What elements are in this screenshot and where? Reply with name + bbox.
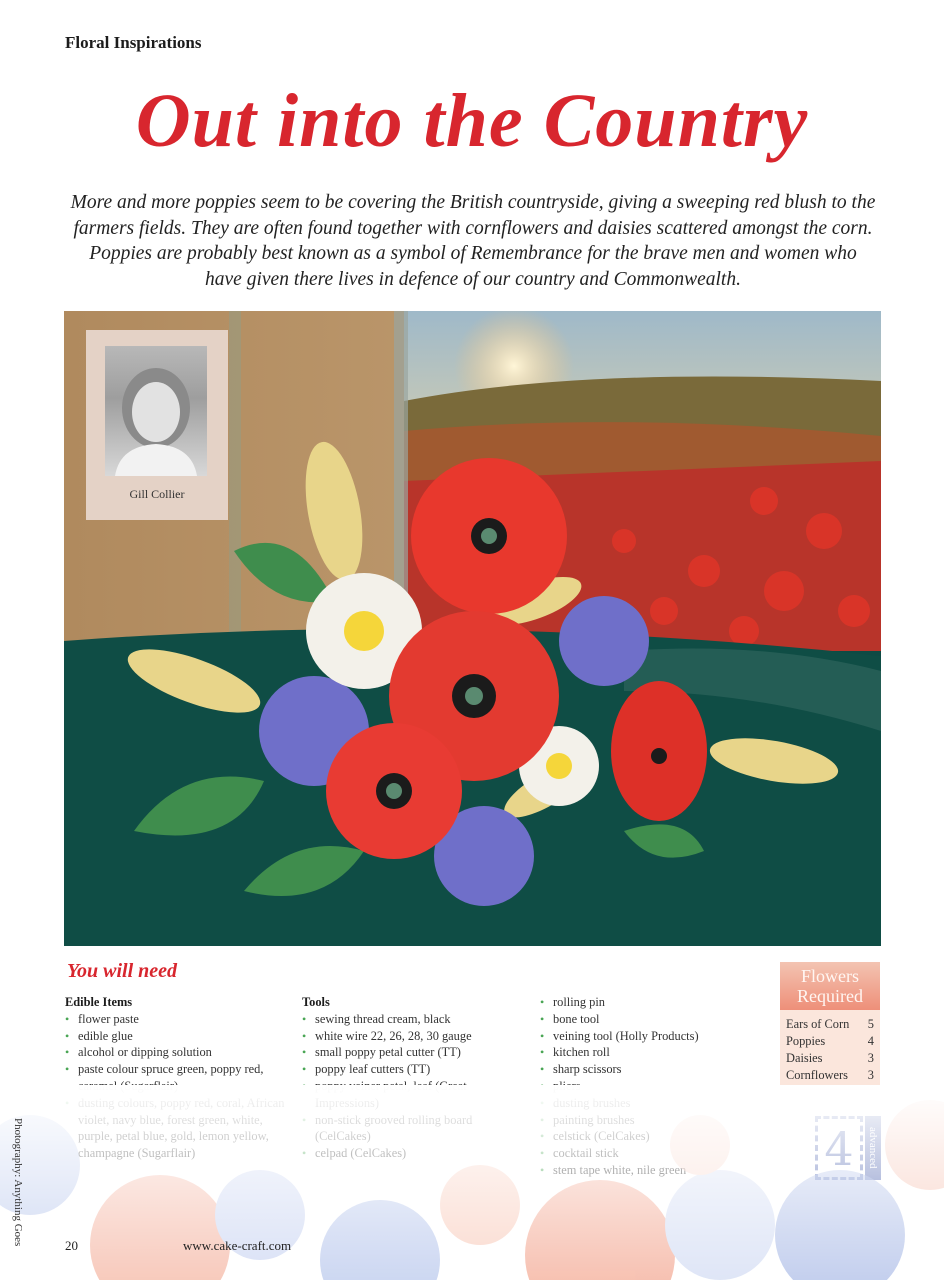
flowers-row — [780, 1033, 880, 1050]
flower-count: 4 — [867, 1034, 874, 1048]
section-label: Floral Inspirations — [65, 33, 202, 52]
list-item: • sewing thread cream, black — [302, 1011, 522, 1028]
flowers-required-title: Flowers Required — [780, 962, 880, 1010]
list-item: • rolling pin — [540, 994, 760, 1011]
photo-credit: Photography: Anything Goes — [12, 1118, 24, 1247]
flowers-row — [780, 1067, 880, 1084]
flower-name: Poppies — [786, 1034, 826, 1048]
need-title: You will need — [67, 960, 178, 982]
flower-name: Daisies — [786, 1051, 823, 1065]
author-card — [86, 330, 228, 520]
portrait-photo-icon — [105, 346, 207, 476]
page-title: Out into the Country — [135, 79, 809, 163]
author-name: Gill Collier — [129, 487, 185, 501]
intro-paragraph: More and more poppies seem to be covering the British countryside, giving a sweeping red blush to the farmers fields. They are often found together with cornflowers and daisies scattered amongst the corn. Poppies are probably best known as a symbol of Remembrance for the brave men and women who have given there lives in defence of our country and Commonwealth. — [70, 192, 876, 290]
decorative-flowers-icon — [0, 1085, 944, 1280]
list-item: • kitchen roll — [540, 1044, 760, 1061]
flower-count: 3 — [867, 1051, 874, 1065]
list-item: • alcohol or dipping solution — [65, 1044, 285, 1061]
list-item: • white wire 22, 26, 28, 30 gauge — [302, 1028, 522, 1045]
edible-items-heading: Edible Items — [65, 995, 133, 1009]
flowers-row — [780, 1050, 880, 1067]
list-item: • paste colour spruce green, poppy red, — [65, 1061, 285, 1095]
flower-name: Ears of Corn — [786, 1017, 850, 1031]
flower-count: 5 — [867, 1017, 874, 1031]
tools-heading: Tools — [302, 995, 330, 1009]
list-item: • flower paste — [65, 1011, 285, 1028]
flowers-row — [780, 1016, 880, 1033]
page-number: 20 — [65, 1238, 78, 1253]
flowers-required-box — [780, 962, 880, 1090]
site-url[interactable]: www.cake-craft.com — [183, 1238, 292, 1253]
list-item: • poppy leaf cutters (TT) — [302, 1061, 522, 1078]
list-item: • veining tool (Holly Products) — [540, 1028, 760, 1045]
list-item: • edible glue — [65, 1028, 285, 1045]
list-item: • sharp scissors — [540, 1061, 760, 1078]
list-item: • small poppy petal cutter (TT) — [302, 1044, 522, 1061]
flower-count: 3 — [867, 1068, 874, 1082]
list-item: • bone tool — [540, 1011, 760, 1028]
flower-name: Cornflowers — [786, 1068, 848, 1082]
